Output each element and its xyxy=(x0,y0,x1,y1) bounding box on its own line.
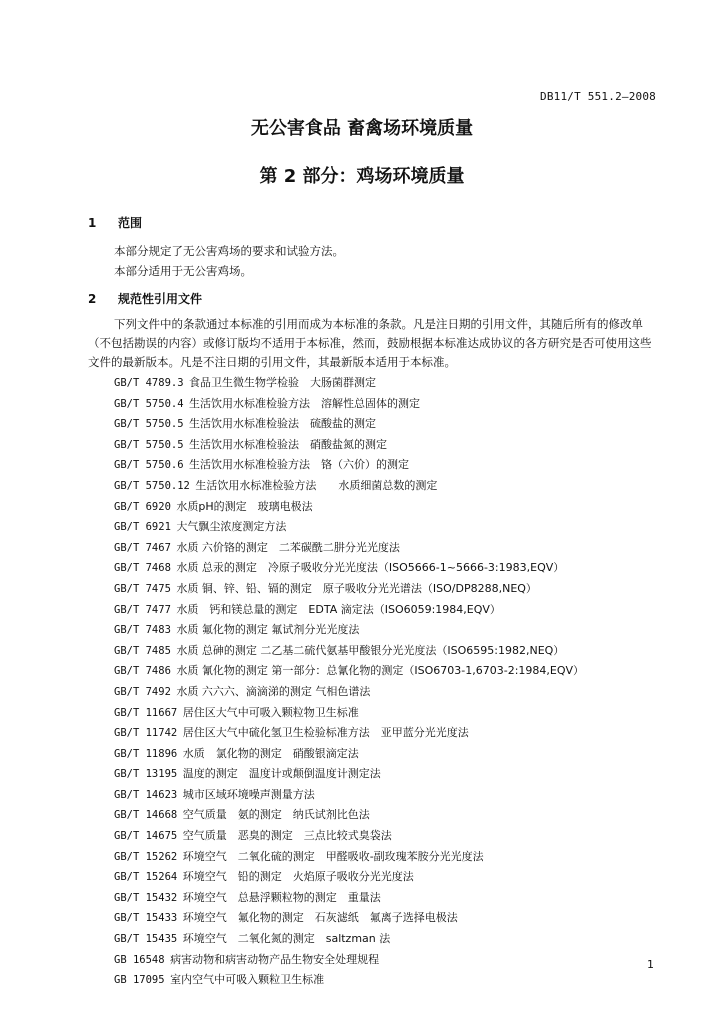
reference-title: 室内空气中可吸入颗粒卫生标准 xyxy=(170,973,325,987)
reference-code: GB/T 5750.5 xyxy=(114,418,184,431)
reference-item xyxy=(114,661,584,682)
reference-title: 生活饮用水标准检验方法 铬（六价）的测定 xyxy=(189,458,410,472)
reference-title: 环境空气 氟化物的测定 石灰滤纸 氟离子选择电极法 xyxy=(182,911,458,925)
reference-item xyxy=(114,826,584,847)
reference-title: 水质 铜、锌、铅、镉的测定 原子吸收分光光谱法（ISO/DP8288,NEQ） xyxy=(176,581,537,595)
reference-code: GB/T 7483 xyxy=(114,624,171,637)
reference-title: 空气质量 恶臭的测定 三点比较式臭袋法 xyxy=(182,829,392,843)
reference-code: GB 16548 xyxy=(114,953,165,966)
reference-item xyxy=(114,785,584,806)
reference-item xyxy=(114,394,584,415)
reference-code: GB/T 7477 xyxy=(114,603,171,616)
reference-title: 环境空气 铅的测定 火焰原子吸收分光光度法 xyxy=(182,870,414,884)
section-1-heading xyxy=(88,214,142,231)
reference-title: 食品卫生微生物学检验 大肠菌群测定 xyxy=(189,376,377,389)
reference-code: GB/T 7468 xyxy=(114,562,171,575)
reference-title: 水质 钙和镁总量的测定 EDTA 滴定法（ISO6059:1984,EQV） xyxy=(176,602,501,616)
reference-title: 水质 六六六、滴滴涕的测定 气相色谱法 xyxy=(176,684,371,698)
section-1-line: 本部分规定了无公害鸡场的要求和试验方法。 xyxy=(114,244,344,258)
reference-title: 环境空气 二氧化氮的测定 saltzman 法 xyxy=(182,932,391,946)
reference-item xyxy=(114,867,584,888)
reference-code: GB/T 5750.4 xyxy=(114,397,184,410)
reference-title: 环境空气 二氧化硫的测定 甲醛吸收-副玫瑰苯胺分光光度法 xyxy=(182,849,484,863)
reference-item xyxy=(114,929,584,950)
reference-code: GB/T 15432 xyxy=(114,891,178,904)
section-1-line: 本部分适用于无公害鸡场。 xyxy=(114,264,252,278)
reference-title: 水质 氰化物的测定 第一部分：总氰化物的测定（ISO6703-1,6703-2:1984,EQV） xyxy=(176,664,585,678)
section-2-heading xyxy=(88,290,202,307)
reference-item xyxy=(114,373,584,394)
reference-item xyxy=(114,600,584,621)
reference-item xyxy=(114,641,584,662)
reference-item xyxy=(114,744,584,765)
reference-title: 水质 总砷的测定 二乙基二硫代氨基甲酸银分光光度法（ISO6595:1982,NEQ） xyxy=(176,643,565,657)
document-title: 无公害食品 畜禽场环境质量 xyxy=(250,118,474,139)
page-number: 1 xyxy=(647,958,654,971)
reference-title: 病害动物和病害动物产品生物安全处理规程 xyxy=(170,952,380,966)
reference-item xyxy=(114,538,584,559)
reference-code: GB/T 14668 xyxy=(114,809,178,822)
document-number: DB11/T 551.2—2008 xyxy=(540,90,656,103)
reference-code: GB/T 11667 xyxy=(114,706,178,719)
reference-item xyxy=(114,950,584,971)
section-1-title: 范围 xyxy=(118,216,143,230)
reference-title: 居住区大气中可吸入颗粒物卫生标准 xyxy=(182,705,359,719)
section-2-intro: 下列文件中的条款通过本标准的引用而成为本标准的条款。凡是注日期的引用文件，其随后所有的修改单（不包括勘误的内容）或修订版均不适用于本标准，然而，鼓励根据本标准达成协议的各方研究是否可使用这些文件的最新版本。凡是不注日期的引用文件，其最新版本适用于本标准。 xyxy=(88,317,652,369)
reference-code: GB 17095 xyxy=(114,974,165,987)
reference-item xyxy=(114,455,584,476)
reference-title: 空气质量 氨的测定 纳氏试剂比色法 xyxy=(182,808,370,822)
reference-item xyxy=(114,558,584,579)
reference-code: GB/T 13195 xyxy=(114,768,178,781)
reference-item xyxy=(114,620,584,641)
reference-item xyxy=(114,847,584,868)
reference-item xyxy=(114,723,584,744)
reference-title: 生活饮用水标准检验方法 溶解性总固体的测定 xyxy=(189,396,421,410)
reference-title: 水质pH的测定 玻璃电极法 xyxy=(176,499,313,513)
reference-code: GB/T 4789.3 xyxy=(114,377,184,389)
reference-item xyxy=(114,908,584,929)
reference-code: GB/T 7492 xyxy=(114,685,171,698)
reference-title: 居住区大气中硫化氢卫生检验标准方法 亚甲蓝分光光度法 xyxy=(182,726,469,740)
reference-item xyxy=(114,579,584,600)
reference-item xyxy=(114,888,584,909)
reference-item xyxy=(114,497,584,518)
section-2-number: 2 xyxy=(88,292,97,306)
reference-code: GB/T 11742 xyxy=(114,727,178,740)
section-1-body xyxy=(88,241,658,281)
reference-list xyxy=(114,373,584,991)
reference-title: 大气飘尘浓度测定方法 xyxy=(176,520,287,534)
reference-code: GB/T 6920 xyxy=(114,500,171,513)
reference-item xyxy=(114,970,584,991)
reference-item xyxy=(114,414,584,435)
reference-item xyxy=(114,682,584,703)
document-part-title: 第 2 部分：鸡场环境质量 xyxy=(259,166,465,187)
reference-code: GB/T 15262 xyxy=(114,850,178,863)
reference-code: GB/T 6921 xyxy=(114,521,171,534)
reference-code: GB/T 14675 xyxy=(114,830,178,843)
reference-title: 环境空气 总悬浮颗粒物的测定 重量法 xyxy=(182,890,381,904)
reference-code: GB/T 11896 xyxy=(114,747,178,760)
reference-item xyxy=(114,517,584,538)
reference-item xyxy=(114,435,584,456)
reference-code: GB/T 7486 xyxy=(114,665,171,678)
reference-item xyxy=(114,764,584,785)
reference-code: GB/T 14623 xyxy=(114,788,178,801)
reference-title: 水质 氟化物的测定 氟试剂分光光度法 xyxy=(176,623,360,637)
reference-code: GB/T 5750.6 xyxy=(114,459,184,472)
reference-item xyxy=(114,805,584,826)
reference-title: 水质 总汞的测定 冷原子吸收分光光度法（ISO5666-1~5666-3:1983,EQV） xyxy=(176,561,565,575)
reference-title: 生活饮用水标准检验法 硫酸盐的测定 xyxy=(189,417,377,431)
reference-item xyxy=(114,703,584,724)
reference-code: GB/T 15264 xyxy=(114,871,178,884)
reference-title: 水质 六价铬的测定 二苯碳酰二肼分光光度法 xyxy=(176,540,400,554)
reference-title: 生活饮用水标准检验法 硝酸盐氮的测定 xyxy=(189,437,388,451)
reference-code: GB/T 15433 xyxy=(114,912,178,925)
reference-code: GB/T 7475 xyxy=(114,582,171,595)
reference-title: 温度的测定 温度计或颠倒温度计测定法 xyxy=(182,767,381,781)
reference-title: 生活饮用水标准检验方法 水质细菌总数的测定 xyxy=(195,478,438,492)
reference-title: 水质 氯化物的测定 硝酸银滴定法 xyxy=(182,746,359,760)
reference-title: 城市区域环境噪声测量方法 xyxy=(182,787,315,801)
reference-code: GB/T 5750.5 xyxy=(114,438,184,451)
section-1-number: 1 xyxy=(88,216,97,230)
reference-code: GB/T 7467 xyxy=(114,541,171,554)
reference-code: GB/T 5750.12 xyxy=(114,479,190,492)
section-2-title: 规范性引用文件 xyxy=(118,292,203,306)
reference-item xyxy=(114,476,584,497)
reference-code: GB/T 7485 xyxy=(114,644,171,657)
reference-code: GB/T 15435 xyxy=(114,933,178,946)
